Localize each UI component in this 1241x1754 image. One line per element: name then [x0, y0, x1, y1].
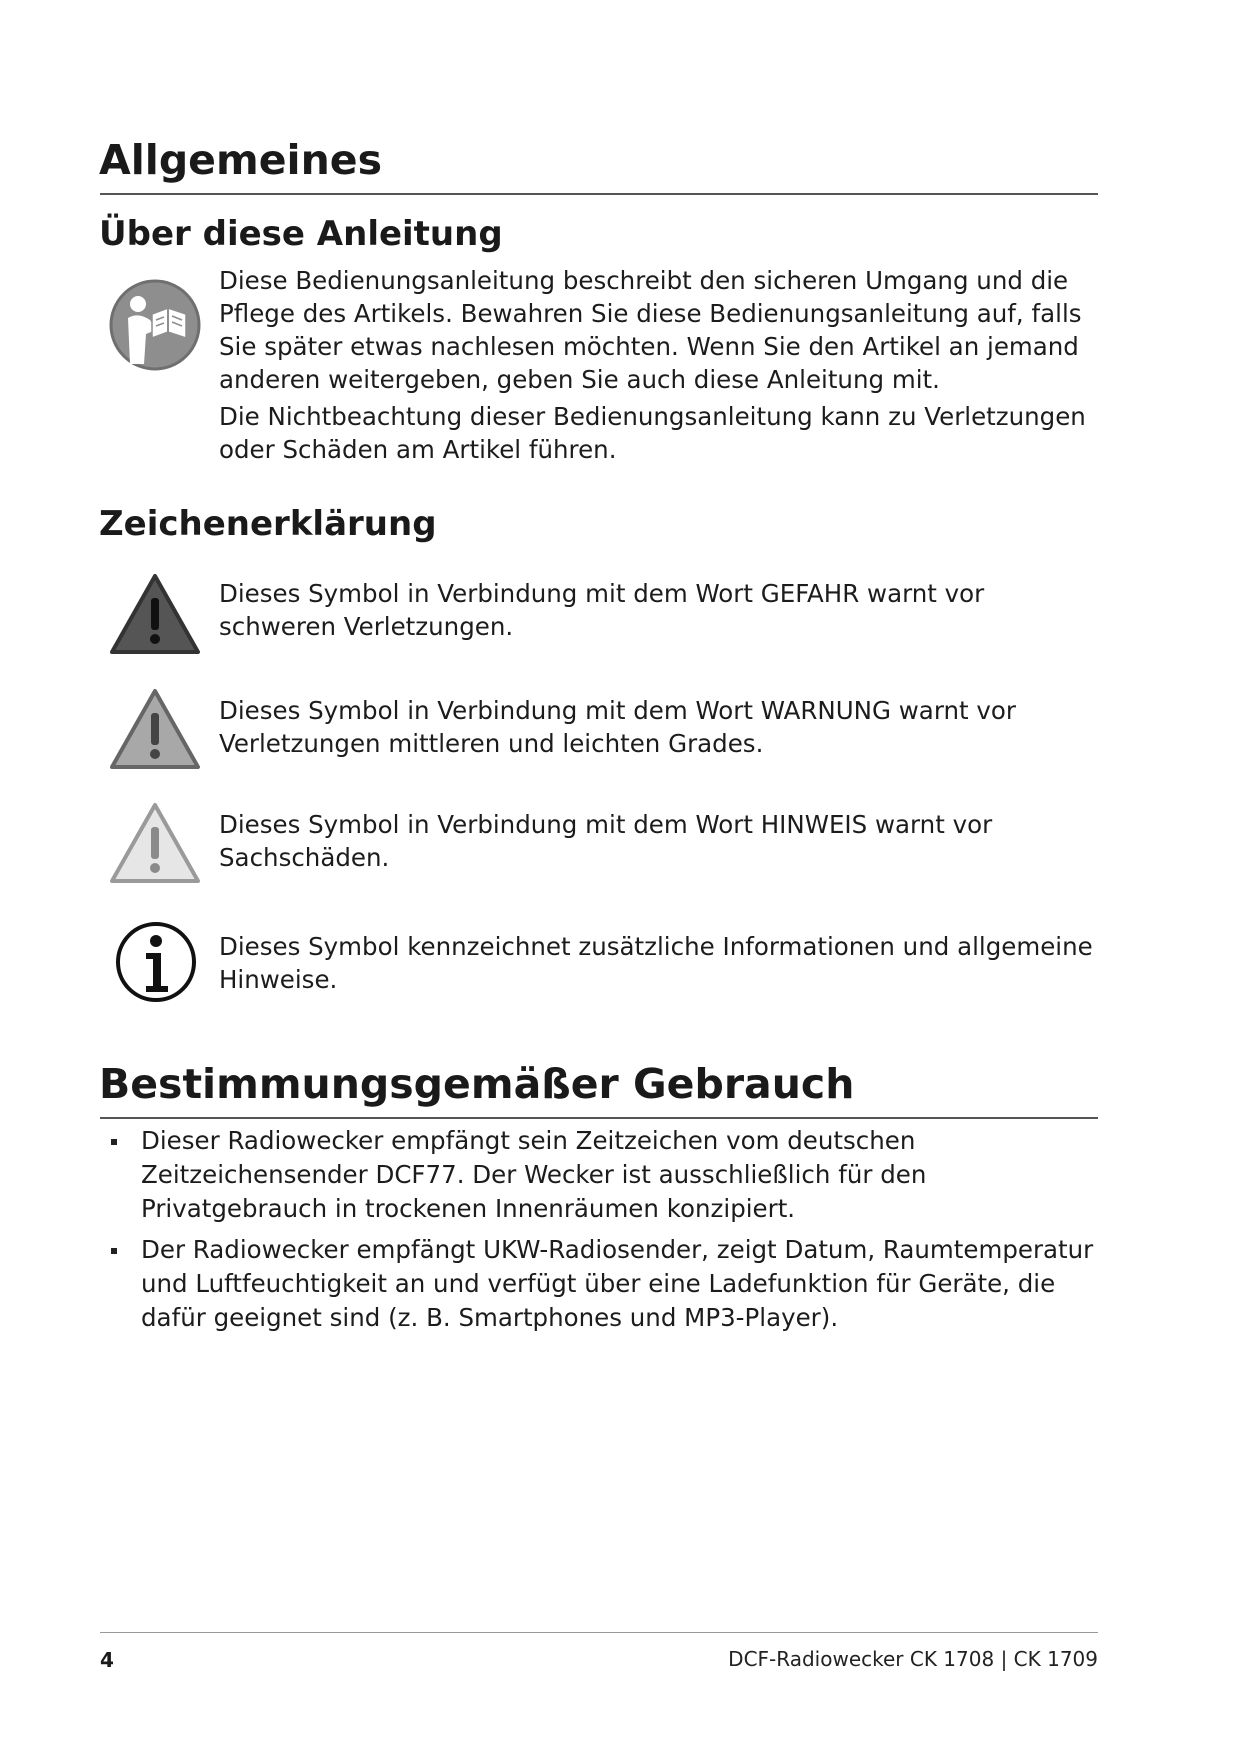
symbol-text-hinweis: Dieses Symbol in Verbindung mit dem Wort HINWEIS warnt vor Sachschäden. — [219, 810, 993, 872]
warning-icon — [108, 687, 202, 775]
list-item-text: Dieser Radiowecker empfängt sein Zeitzeichen vom deutschen Zeitzeichensender DCF77. Der Wecker ist ausschließlich für den Privatgebrauch in trockenen Innenräumen konzipiert. — [141, 1126, 927, 1223]
symbol-text-info: Dieses Symbol kennzeichnet zusätzliche Informationen und allgemeine Hinweise. — [219, 932, 1093, 994]
anleitung-paragraph-1: Diese Bedienungsanleitung beschreibt den sicheren Umgang und die Pflege des Artikels. Bewahren Sie diese Bedienungsanleitung auf, falls Sie später etwas nachlesen möchten. Wenn Sie den Artikel an jemand anderen weitergeben, geben Sie auch diese Anleitung mit. — [219, 266, 1082, 394]
footer-rule — [100, 1632, 1098, 1633]
read-manual-icon — [108, 278, 202, 376]
list-item — [100, 1124, 1100, 1226]
list-item — [100, 1233, 1100, 1335]
symbol-text-warnung: Dieses Symbol in Verbindung mit dem Wort WARNUNG warnt vor Verletzungen mittleren und leichten Grades. — [219, 696, 1016, 758]
list-item-text: Der Radiowecker empfängt UKW-Radiosender, zeigt Datum, Raumtemperatur und Luftfeuchtigkeit an und verfügt über eine Ladefunktion für Geräte, die dafür geeignet sind (z. B. Smartphones und MP3-Player). — [141, 1235, 1094, 1332]
footer-product-title: DCF-Radiowecker CK 1708 | CK 1709 — [728, 1647, 1098, 1671]
bullet-marker — [111, 1248, 117, 1254]
section-rule — [100, 193, 1098, 195]
usage-bullet-list — [100, 1124, 1100, 1342]
anleitung-paragraph-2: Die Nichtbeachtung dieser Bedienungsanleitung kann zu Verletzungen oder Schäden am Artikel führen. — [219, 402, 1086, 464]
bullet-marker — [111, 1139, 117, 1145]
notice-icon — [108, 801, 202, 889]
section-rule — [100, 1117, 1098, 1119]
symbol-text-gefahr: Dieses Symbol in Verbindung mit dem Wort GEFAHR warnt vor schweren Verletzungen. — [219, 579, 985, 641]
section-title-allgemeines: Allgemeines — [99, 136, 382, 184]
danger-warning-icon — [108, 572, 202, 660]
subsection-title-zeichenerklaerung: Zeichenerklärung — [99, 504, 437, 544]
info-icon — [114, 920, 198, 1008]
subsection-title-anleitung: Über diese Anleitung — [99, 214, 503, 254]
section-title-gebrauch: Bestimmungsgemäßer Gebrauch — [99, 1060, 855, 1108]
page-number: 4 — [100, 1648, 114, 1672]
